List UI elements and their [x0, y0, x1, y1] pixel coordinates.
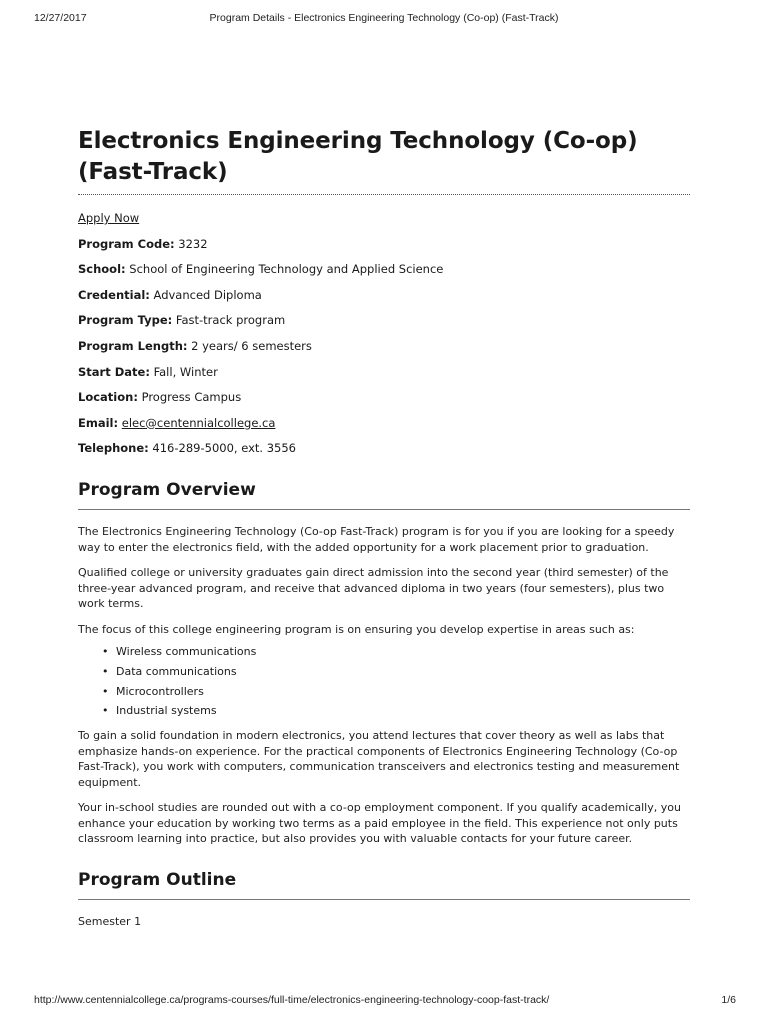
fact-value: Fall, Winter — [153, 364, 218, 379]
print-footer — [34, 994, 736, 1010]
list-item-label: Wireless communications — [116, 645, 257, 659]
page-number: 1/6 — [721, 994, 736, 1006]
section-divider — [78, 509, 690, 510]
print-header — [34, 12, 734, 28]
fact-label: Telephone: — [78, 441, 149, 456]
list-item-label: Industrial systems — [116, 704, 217, 718]
fact-program-type — [78, 313, 690, 327]
semester-label: Semester 1 — [78, 914, 142, 928]
fact-label: Program Code: — [78, 236, 175, 251]
fact-school — [78, 262, 690, 276]
section-divider — [78, 899, 690, 900]
fact-label: School: — [78, 262, 126, 277]
main-content — [78, 126, 690, 929]
fact-location — [78, 390, 690, 404]
overview-paragraph: Your in-school studies are rounded out with a co-op employment component. If you qualify academically, you enhance your education by working two terms as a paid employee in the field. This experience not only puts classroom learning into practice, but also provides you with valuable contacts for your future career. — [78, 801, 681, 846]
page-title: Electronics Engineering Technology (Co-op) (Fast-Track) — [78, 128, 638, 185]
fact-label: Start Date: — [78, 364, 150, 379]
fact-label: Location: — [78, 390, 138, 405]
fact-program-length — [78, 339, 690, 353]
fact-value: Progress Campus — [141, 390, 242, 405]
program-facts — [78, 237, 690, 456]
expertise-list — [78, 645, 690, 718]
bullet-icon: • — [102, 664, 109, 678]
print-page-title: Program Details - Electronics Engineering Technology (Co-op) (Fast-Track) — [209, 12, 559, 24]
list-item — [102, 704, 690, 718]
apply-now-link[interactable]: Apply Now — [78, 211, 140, 225]
fact-label: Email: — [78, 415, 119, 430]
apply-now-row — [78, 211, 690, 225]
list-item-label: Data communications — [116, 664, 237, 678]
email-link[interactable]: elec@centennialcollege.ca — [121, 415, 276, 430]
program-overview-heading: Program Overview — [78, 480, 256, 501]
list-item — [102, 665, 690, 679]
bullet-icon: • — [102, 684, 109, 698]
print-date: 12/27/2017 — [34, 12, 87, 24]
fact-value: 2 years/ 6 semesters — [191, 338, 312, 353]
fact-credential — [78, 288, 690, 302]
fact-telephone — [78, 441, 690, 455]
overview-paragraph: The focus of this college engineering program is on ensuring you develop expertise in areas such as: — [78, 622, 635, 636]
overview-paragraph: Qualified college or university graduates gain direct admission into the second year (third semester) of the three-year advanced program, and receive that advanced diploma in two years (four semesters), plus two work terms. — [78, 566, 669, 611]
overview-paragraph: The Electronics Engineering Technology (Co-op Fast-Track) program is for you if you are looking for a speedy way to enter the electronics field, with the added opportunity for a work placement prior to graduation. — [78, 525, 675, 554]
fact-start-date — [78, 365, 690, 379]
print-url: http://www.centennialcollege.ca/programs-courses/full-time/electronics-engineering-technology-coop-fast-track/ — [34, 994, 550, 1006]
title-divider — [78, 194, 690, 195]
list-item — [102, 685, 690, 699]
fact-label: Program Type: — [78, 313, 173, 328]
bullet-icon: • — [102, 704, 109, 718]
fact-program-code — [78, 237, 690, 251]
fact-label: Program Length: — [78, 338, 188, 353]
fact-value: 3232 — [178, 236, 208, 251]
fact-value: School of Engineering Technology and Applied Science — [129, 262, 444, 277]
fact-email — [78, 416, 690, 430]
program-outline-heading: Program Outline — [78, 869, 237, 890]
fact-label: Credential: — [78, 287, 150, 302]
bullet-icon: • — [102, 645, 109, 659]
fact-value: Advanced Diploma — [153, 287, 262, 302]
fact-value: Fast-track program — [175, 313, 286, 328]
overview-paragraph: To gain a solid foundation in modern electronics, you attend lectures that cover theory as well as labs that emphasize hands-on experience. For the practical components of Electronics Engineering Technology (Co-op Fast-Track), you work with computers, communication transceivers and electronics testing and measurement equipment. — [78, 729, 680, 789]
list-item — [102, 645, 690, 659]
fact-value: 416-289-5000, ext. 3556 — [152, 441, 296, 456]
list-item-label: Microcontrollers — [116, 684, 204, 698]
